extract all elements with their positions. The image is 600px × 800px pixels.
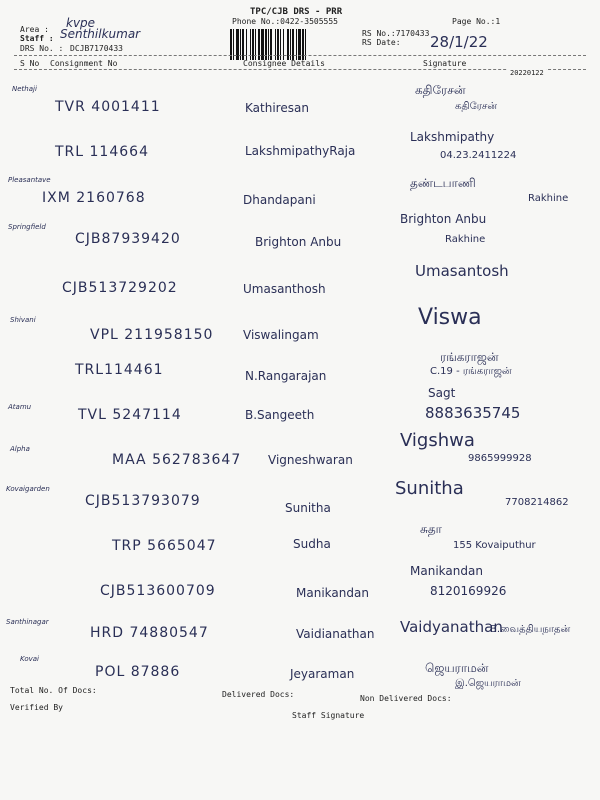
sheet-title: TPC/CJB DRS - PRR <box>250 7 343 17</box>
row-name: Umasanthosh <box>243 282 326 296</box>
column-divider <box>14 69 586 70</box>
row-name: B.Sangeeth <box>245 408 315 422</box>
row-signature-note: Rakhine <box>528 193 569 204</box>
row-consignment: TRP 5665047 <box>112 538 217 554</box>
row-signature-note: C.19 - ரங்கராஜன் <box>430 366 512 377</box>
row-signature-note: 7708214862 <box>505 497 569 508</box>
row-name: Manikandan <box>296 586 369 600</box>
verified-by-label: Verified By <box>10 703 63 712</box>
row-signature-note: இ.ஜெயராமன் <box>455 678 521 689</box>
row-signature: Lakshmipathy <box>410 130 495 144</box>
row-signature: ரங்கராஜன் <box>440 350 499 364</box>
run-code: 20220122 <box>510 69 544 77</box>
row-name: Jeyaraman <box>290 667 355 681</box>
page-number: Page No.:1 <box>452 17 501 26</box>
staff-signature-label: Staff Signature <box>292 711 365 720</box>
row-consignment: HRD 74880547 <box>90 625 209 641</box>
row-consignment: POL 87886 <box>95 664 181 680</box>
col-sno: S No <box>20 59 40 68</box>
rs-date-label: RS Date: <box>362 38 401 47</box>
row-name: Vigneshwaran <box>268 453 353 467</box>
row-area: Santhinagar <box>6 618 49 626</box>
row-signature-note: 9865999928 <box>468 453 532 464</box>
row-signature: தண்டபாணி <box>410 176 476 190</box>
row-consignment: TRL 114664 <box>55 144 149 160</box>
row-signature: Vaidyanathan <box>400 618 503 636</box>
row-signature: Umasantosh <box>415 262 509 280</box>
row-name: Viswalingam <box>243 328 319 342</box>
row-name: N.Rangarajan <box>245 369 327 383</box>
staff-value: Senthilkumar <box>60 27 141 41</box>
row-signature-note: கதிரேசன் <box>455 101 498 112</box>
row-name: LakshmipathyRaja <box>245 144 356 158</box>
row-area: Nethaji <box>12 85 37 93</box>
row-signature-note: Rakhine <box>445 234 486 245</box>
row-name: Dhandapani <box>243 193 316 207</box>
col-consignee: Consignee Details <box>243 59 325 68</box>
row-signature: Viswa <box>418 305 482 330</box>
row-name: Vaidianathan <box>296 627 375 641</box>
row-signature-note: 8120169926 <box>430 584 507 598</box>
row-signature: Sagt <box>428 386 456 400</box>
row-signature: ஜெயராமன் <box>425 661 489 675</box>
row-signature: கதிரேசன் <box>415 83 466 97</box>
row-name: Brighton Anbu <box>255 235 342 249</box>
row-area: Kovaigarden <box>6 485 50 493</box>
row-area: Alpha <box>10 445 30 453</box>
row-consignment: MAA 562783647 <box>112 452 242 468</box>
row-consignment: TVR 4001411 <box>55 99 161 115</box>
row-consignment: CJB513729202 <box>62 280 178 296</box>
row-area: Shivani <box>10 316 36 324</box>
row-signature: Manikandan <box>410 564 483 578</box>
row-area: Springfield <box>8 223 46 231</box>
row-consignment: IXM 2160768 <box>42 190 146 206</box>
row-signature-note: 8883635745 <box>425 404 521 422</box>
row-area: Kovai <box>20 655 40 663</box>
delivered-docs-label: Delivered Docs: <box>222 690 295 699</box>
row-name: Sunitha <box>285 501 331 515</box>
total-docs-label: Total No. Of Docs: <box>10 686 97 695</box>
drs-value: DCJB7170433 <box>70 44 123 53</box>
row-consignment: VPL 211958150 <box>90 327 214 343</box>
col-consignment: Consignment No <box>50 59 118 68</box>
row-consignment: CJB513793079 <box>85 493 201 509</box>
row-signature-note: 155 Kovaiputhur <box>453 540 536 551</box>
row-signature-note: 04.23.2411224 <box>440 150 517 161</box>
row-signature: Brighton Anbu <box>400 212 487 226</box>
row-consignment: CJB513600709 <box>100 583 216 599</box>
non-delivered-docs-label: Non Delivered Docs: <box>360 694 452 703</box>
row-signature: சுதா <box>420 522 442 536</box>
row-consignment: CJB87939420 <box>75 231 181 247</box>
row-area: Atamu <box>8 403 32 411</box>
row-area: Pleasantave <box>8 176 51 184</box>
rs-date-value: 28/1/22 <box>430 33 488 51</box>
rs-number: RS No.:7170433 <box>362 29 430 38</box>
row-consignment: TRL114461 <box>75 362 164 378</box>
area-label: Area : <box>20 25 49 34</box>
header-divider <box>14 55 586 56</box>
row-name: Kathiresan <box>245 101 309 115</box>
row-signature: Sunitha <box>395 478 464 499</box>
row-signature-note: B.வைத்தியநாதன் <box>490 624 571 635</box>
row-signature: Vigshwa <box>400 430 475 451</box>
phone-number: Phone No.:0422-3505555 <box>232 17 338 26</box>
row-name: Sudha <box>293 537 331 551</box>
area-value: kvpe <box>66 16 96 30</box>
col-signature: Signature <box>423 59 467 68</box>
staff-label: Staff : <box>20 34 54 43</box>
row-consignment: TVL 5247114 <box>78 407 182 423</box>
drs-label: DRS No. : <box>20 44 64 53</box>
